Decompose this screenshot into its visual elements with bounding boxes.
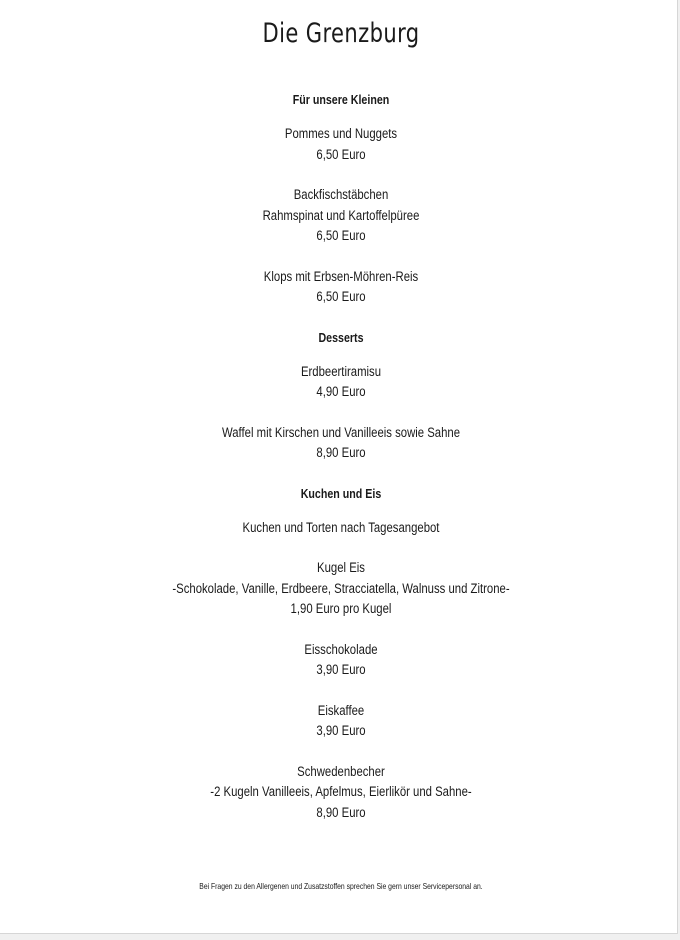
section-heading: Für unsere Kleinen — [292, 92, 390, 107]
item-price: 8,90 Euro — [316, 445, 366, 460]
menu-item — [0, 267, 680, 308]
menu-item — [0, 762, 680, 824]
menu-item — [0, 423, 680, 464]
item-name: Klops mit Erbsen-Möhren-Reis — [263, 268, 419, 284]
item-description: -2 Kugeln Vanilleeis, Apfelmus, Eierlikör und Sahne- — [210, 784, 472, 799]
menu-section-kids — [0, 90, 680, 308]
section-heading: Desserts — [318, 329, 364, 345]
menu-item — [0, 185, 680, 247]
section-heading: Kuchen und Eis — [300, 485, 382, 501]
item-name: Erdbeertiramisu — [300, 363, 382, 379]
item-name: Eiskaffee — [317, 702, 365, 718]
item-description: Rahmspinat und Kartoffelpüree — [262, 207, 420, 223]
item-price: 8,90 Euro — [316, 804, 366, 820]
item-name: Eisschokolade — [304, 641, 378, 657]
item-name: Waffel mit Kirschen und Vanilleeis sowie Sahne — [221, 424, 461, 440]
item-price: 1,90 Euro pro Kugel — [290, 601, 392, 616]
menu-section-cake-ice — [0, 484, 680, 824]
item-price: 3,90 Euro — [316, 723, 366, 738]
item-price: 6,50 Euro — [316, 289, 366, 304]
restaurant-title: Die Grenzburg — [262, 18, 420, 49]
menu-content — [0, 90, 680, 843]
allergen-notice: Bei Fragen zu den Allergenen und Zusatzstoffen sprechen Sie gern unser Servicepersonal an. — [199, 881, 483, 891]
menu-item — [0, 124, 680, 165]
menu-item — [0, 558, 680, 620]
menu-section-desserts — [0, 328, 680, 464]
menu-item — [0, 362, 680, 403]
item-name: Backfischstäbchen — [293, 187, 389, 202]
item-price: 3,90 Euro — [316, 662, 366, 677]
item-price: 4,90 Euro — [316, 384, 366, 399]
menu-item — [0, 518, 680, 539]
menu-item — [0, 640, 680, 681]
item-name: Schwedenbecher — [297, 763, 385, 779]
item-name: Kugel Eis — [317, 560, 365, 575]
item-price: 6,50 Euro — [316, 146, 366, 162]
item-description: -Schokolade, Vanille, Erdbeere, Stracciatella, Walnuss und Zitrone- — [172, 580, 510, 596]
item-name: Pommes und Nuggets — [284, 126, 398, 141]
item-price: 6,50 Euro — [316, 228, 366, 243]
menu-item — [0, 701, 680, 742]
item-name: Kuchen und Torten nach Tagesangebot — [242, 519, 440, 535]
